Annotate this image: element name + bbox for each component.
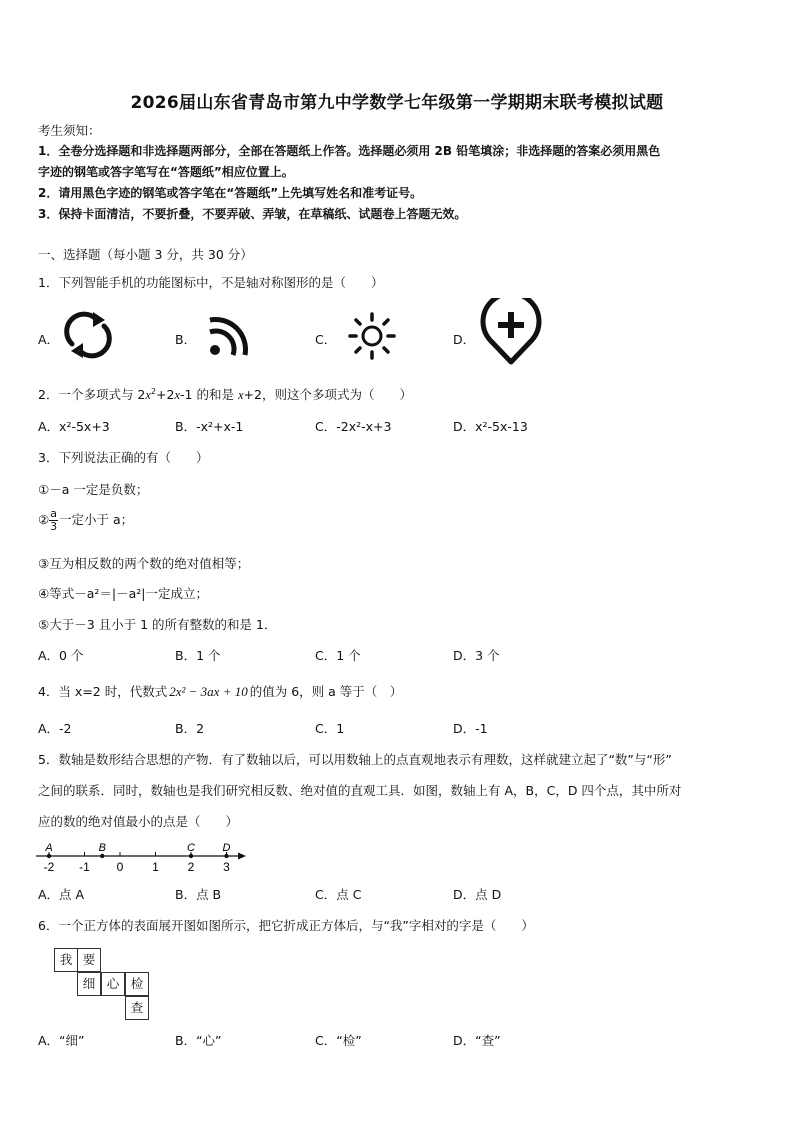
number-line-point-c: [189, 854, 193, 858]
q4-option-b: B．2: [175, 721, 205, 736]
q3-option-a: A．0 个: [38, 648, 84, 663]
q5-option-b: B．点 B: [175, 887, 222, 902]
net-cell-jian: 检: [125, 972, 149, 996]
cube-net: [54, 948, 151, 1020]
q2-option-a: A．x²-5x+3: [38, 419, 110, 434]
number-line-tick-label: -1: [79, 860, 90, 874]
net-cell-xi: 细: [77, 972, 101, 996]
notice-line-2: 2．请用黑色字迹的钢笔或答字笔在“答题纸”上先填写姓名和准考证号。: [38, 186, 423, 200]
notice-line-1b: 字迹的钢笔或答字笔写在“答题纸”相应位置上。: [38, 165, 294, 179]
notice-line-1a: 1．全卷分选择题和非选择题两部分，全部在答题纸上作答。选择题必须用 2B 铅笔填涂；非选择题的答案必须用黑色: [38, 144, 661, 158]
q6-option-a: A．“细”: [38, 1033, 85, 1048]
q3-statement-3: ③互为相反数的两个数的绝对值相等；: [38, 556, 250, 571]
notice-heading: 考生须知：: [38, 123, 101, 138]
q1-option-a-label: A．: [38, 332, 60, 347]
question-5-line-2: 之间的联系．同时，数轴也是我们研究相反数、绝对值的直观工具．如图，数轴上有 A，B，C，D 四个点，其中所对: [38, 783, 682, 798]
net-cell-cha: 查: [125, 996, 149, 1020]
q4-expression: 2x² − 3ax + 10: [169, 684, 248, 699]
notice-line-3: 3．保持卡面清洁，不要折叠，不要弄破、弄皱，在草稿纸、试题卷上答题无效。: [38, 207, 467, 221]
question-1-stem: 1．下列智能手机的功能图标中，不是轴对称图形的是（ ）: [38, 275, 384, 290]
fraction-a-over-3: $\frac{a}{3}$: [50, 507, 58, 533]
q3-option-b: B．1 个: [175, 648, 221, 663]
q3-statement-4: ④等式－a²＝|－a²|一定成立；: [38, 586, 208, 601]
q1-option-b-label: B．: [175, 332, 197, 347]
net-cell-wo: 我: [54, 948, 78, 972]
number-line-arrow: [238, 853, 246, 860]
q6-option-c: C．“检”: [315, 1033, 362, 1048]
q5-option-a: A．点 A: [38, 887, 85, 902]
q5-option-d: D．点 D: [453, 887, 502, 902]
number-line-point-b: [100, 854, 104, 858]
net-cell-xin: 心: [101, 972, 125, 996]
wifi-signal-icon: [205, 310, 255, 360]
q5-option-c: C．点 C: [315, 887, 362, 902]
q2-option-c: C．-2x²-x+3: [315, 419, 392, 434]
net-cell-yao: 要: [77, 948, 101, 972]
number-line-point-label: C: [187, 842, 195, 854]
question-3-stem: 3．下列说法正确的有（ ）: [38, 450, 209, 465]
q3-option-d: D．3 个: [453, 648, 500, 663]
number-line-point-label: D: [222, 842, 231, 854]
question-4-stem: 4．当 x=2 时，代数式 2x² − 3ax + 10 的值为 6，则 a 等于（ ）: [38, 684, 403, 699]
number-line-tick-label: 1: [152, 860, 159, 874]
number-line-point-d: [224, 854, 228, 858]
q1-option-c-label: C．: [315, 332, 337, 347]
number-line-tick-label: -2: [43, 860, 55, 874]
sun-icon: [345, 310, 399, 362]
question-6-stem: 6．一个正方体的表面展开图如图所示，把它折成正方体后，与“我”字相对的字是（ ）: [38, 918, 534, 933]
number-line: [34, 834, 254, 879]
q4-option-d: D．-1: [453, 721, 488, 736]
number-line-tick-label: 0: [116, 860, 124, 874]
number-line-point-a: [47, 854, 51, 858]
q4-option-a: A．-2: [38, 721, 72, 736]
section-heading: 一、选择题（每小题 3 分，共 30 分）: [38, 247, 253, 262]
number-line-tick-label: 2: [187, 860, 195, 874]
q3-statement-1: ①－a 一定是负数；: [38, 482, 149, 497]
sync-icon: [62, 310, 114, 360]
q4-option-c: C．1: [315, 721, 345, 736]
q2-option-d: D．x²-5x-13: [453, 419, 528, 434]
q2-option-b: B．-x²+x-1: [175, 419, 244, 434]
number-line-point-label: B: [98, 842, 106, 854]
question-2-stem: 2．一个多项式与 $2x^2+2x-1$ 的和是 x+2，则这个多项式为（ ）: [38, 386, 412, 402]
location-plus-icon: [480, 298, 542, 366]
q3-option-c: C．1 个: [315, 648, 361, 663]
q3-statement-5: ⑤大于－3 且小于 1 的所有整数的和是 1．: [38, 617, 277, 632]
exam-title: 2026届山东省青岛市第九中学数学七年级第一学期期末联考模拟试题: [130, 93, 664, 113]
question-5-line-3: 应的数的绝对值最小的点是（ ）: [38, 814, 239, 829]
number-line-point-label: A: [45, 842, 53, 854]
number-line-tick-label: 3: [223, 860, 230, 874]
q6-option-b: B．“心”: [175, 1033, 222, 1048]
q6-option-d: D．“查”: [453, 1033, 501, 1048]
q1-option-d-label: D．: [453, 332, 476, 347]
question-5-line-1: 5．数轴是数形结合思想的产物．有了数轴以后，可以用数轴上的点直观地表示有理数，这样就建立起了“数”与“形”: [38, 752, 672, 767]
q3-statement-2: ② $\frac{a}{3}$ 一定小于 a；: [38, 507, 134, 533]
